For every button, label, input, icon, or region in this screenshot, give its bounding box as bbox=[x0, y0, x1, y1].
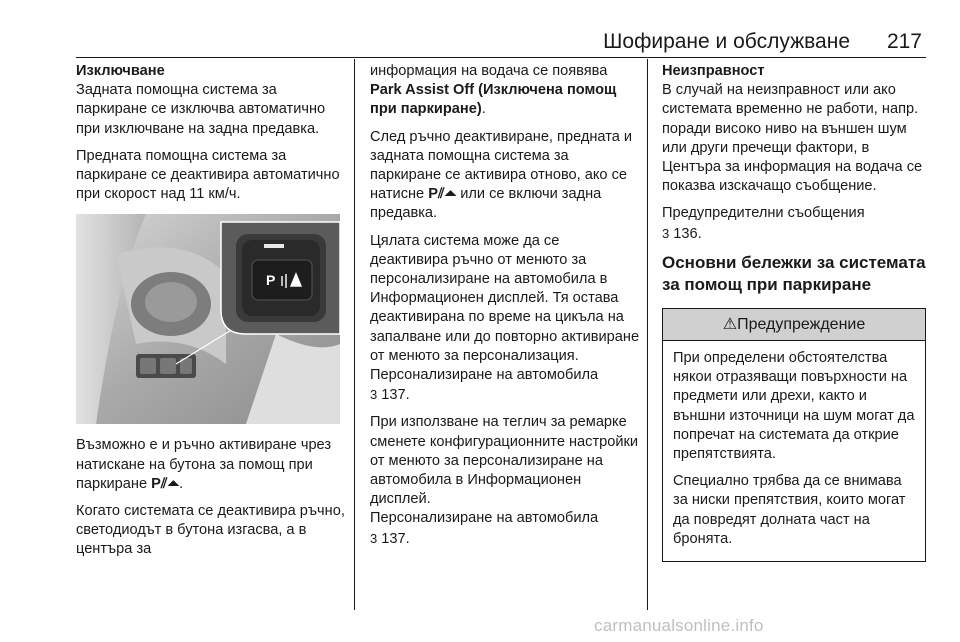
paragraph-front-off: Предната помощна система за паркиране се деактивира автоматично при скорост над 11 км/ч. bbox=[76, 147, 340, 203]
paragraph-manual-activation: Възможно е и ръчно активиране чрез натискане на бутона за помощ при паркиране P⫽⏶. bbox=[76, 437, 332, 492]
console-illustration bbox=[76, 214, 340, 424]
link-page-136[interactable]: 136. bbox=[673, 225, 702, 242]
column-1 bbox=[76, 62, 346, 560]
header-divider bbox=[76, 57, 926, 58]
column-3 bbox=[662, 62, 928, 562]
park-assist-icon: P⫽⏶ bbox=[428, 186, 457, 203]
paragraph-led-off: Когато системата се деактивира ръчно, светодиодът в бутона изгасва, а в центъра за bbox=[76, 503, 345, 558]
paragraph-park-assist-off: информация на водача се появява Park Assist Off (Изключена помощ при паркиране). bbox=[370, 63, 617, 118]
paragraph-trailer-hitch: При използване на теглич за ремарке сменете конфигурационните настройки от менюто за персонализиране на автомобила в Информационен дисплей. bbox=[370, 414, 639, 508]
link-page-137[interactable]: 137. bbox=[381, 387, 410, 404]
paragraph-malfunction: В случай на неизправност или ако системата временно не работи, напр. поради високо ниво на външен шум или други пречещи фактори, в Центъра за информация на водача се показва изскачащо съобщение. bbox=[662, 82, 923, 195]
chapter-title: Шофиране и обслужване bbox=[603, 30, 850, 53]
warning-header bbox=[663, 309, 925, 341]
column-divider-1 bbox=[354, 59, 355, 610]
warning-title: Предупреждение bbox=[737, 315, 866, 333]
parking-button-photo bbox=[76, 214, 340, 424]
warning-body bbox=[663, 341, 925, 561]
page-ref-arrow-icon: 3 bbox=[370, 387, 378, 403]
reference-vehicle-personalisation-1: Персонализиране на автомобила 3 137. bbox=[370, 367, 599, 404]
reference-vehicle-personalisation-2: Персонализиране на автомобила 3 137. bbox=[370, 510, 599, 547]
park-assist-button-label: P bbox=[266, 272, 276, 289]
watermark: carmanualsonline.info bbox=[594, 616, 764, 635]
page-number: 217 bbox=[886, 30, 922, 53]
column-divider-2 bbox=[647, 59, 648, 610]
paragraph-full-deactivation: Цялата система може да се деактивира ръчно от менюто за персонализиране на автомобила в Информационен дисплей. Тя остава деактивирана по време на цикъла на запалване или до повторно активиране от менюто за персонализация. bbox=[370, 232, 640, 364]
warning-triangle-icon: ⚠ bbox=[722, 315, 738, 333]
reference-warning-messages: Предупредителни съобщения 3 136. bbox=[662, 205, 865, 242]
park-assist-icon: P⫽⏶ bbox=[151, 475, 180, 492]
column-2 bbox=[370, 62, 640, 557]
page-ref-arrow-icon: 3 bbox=[370, 530, 378, 546]
warning-box bbox=[662, 308, 926, 562]
link-page-137[interactable]: 137. bbox=[381, 530, 410, 547]
heading-switch-off: Изключване bbox=[76, 63, 165, 79]
section-heading-basic-notes: Основни бележки за системата за помощ при паркиране bbox=[662, 252, 926, 294]
paragraph-reactivation: След ръчно деактивиране, предната и задната помощна система за паркиране се активира отново, ако се натисне P⫽⏶ или се включи задна предавка. bbox=[370, 128, 633, 222]
warning-paragraph-1: При определени обстоятелства някои отразяващи повърхности на предмети или дрехи, както и външни източници на шум могат да попречат на системата да открие препятствията. bbox=[673, 350, 915, 463]
heading-malfunction: Неизправност bbox=[662, 63, 765, 79]
page-ref-arrow-icon: 3 bbox=[662, 225, 670, 241]
paragraph-rear-off: Задната помощна система за паркиране се изключва автоматично при изключване на задна предавка. bbox=[76, 82, 326, 137]
message-park-assist-off: Park Assist Off (Изключена помощ при паркиране) bbox=[370, 82, 617, 118]
warning-paragraph-2: Специално трябва да се внимава за ниски препятствия, които могат да повредят долната част на бронята. bbox=[673, 473, 906, 547]
page-header bbox=[0, 30, 960, 56]
